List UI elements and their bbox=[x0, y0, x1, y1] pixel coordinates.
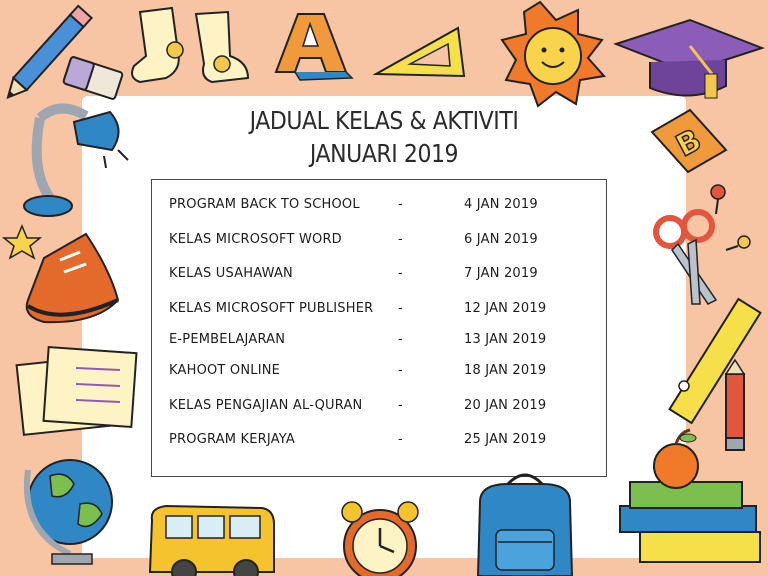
pushpin-icon bbox=[711, 185, 750, 250]
activity-date: 13 JAN 2019 bbox=[464, 332, 547, 347]
globe-icon bbox=[27, 460, 112, 564]
separator: - bbox=[398, 232, 403, 247]
backpack-icon bbox=[478, 475, 572, 576]
graduation-cap-icon bbox=[616, 20, 762, 98]
separator: - bbox=[398, 332, 403, 347]
activity-name: KELAS MICROSOFT WORD bbox=[169, 232, 342, 247]
title-line-2: JANUARI 2019 bbox=[309, 139, 459, 168]
activity-name: PROGRAM BACK TO SCHOOL bbox=[169, 197, 360, 212]
activity-date: 20 JAN 2019 bbox=[464, 398, 547, 413]
separator: - bbox=[398, 398, 403, 413]
eraser-icon bbox=[63, 56, 123, 99]
activity-name: KELAS MICROSOFT PUBLISHER bbox=[169, 301, 374, 316]
scissors-icon bbox=[656, 212, 716, 304]
letter-b-label: B bbox=[670, 122, 708, 165]
notepad-icon bbox=[17, 347, 137, 435]
activity-date: 25 JAN 2019 bbox=[464, 432, 547, 447]
socks-icon bbox=[132, 8, 248, 82]
separator: - bbox=[398, 363, 403, 378]
shoe-icon bbox=[27, 234, 118, 322]
activity-name: KELAS PENGAJIAN AL-QURAN bbox=[169, 398, 363, 413]
separator: - bbox=[398, 432, 403, 447]
activity-name: E-PEMBELAJARAN bbox=[169, 332, 286, 347]
activity-date: 18 JAN 2019 bbox=[464, 363, 547, 378]
star-icon bbox=[4, 226, 40, 258]
activity-date: 4 JAN 2019 bbox=[464, 197, 538, 212]
sun-icon bbox=[502, 2, 604, 106]
ruler-icon bbox=[670, 299, 761, 423]
activity-name: KAHOOT ONLINE bbox=[169, 363, 281, 378]
alarm-clock-icon bbox=[342, 502, 418, 576]
activity-name: PROGRAM KERJAYA bbox=[169, 432, 296, 447]
pencil-small-icon bbox=[726, 360, 744, 450]
school-bus-icon bbox=[150, 506, 274, 576]
separator: - bbox=[398, 266, 403, 281]
activity-date: 7 JAN 2019 bbox=[464, 266, 538, 281]
letter-a-icon bbox=[276, 14, 352, 80]
title-line-1: JADUAL KELAS & AKTIVITI bbox=[249, 106, 519, 135]
activity-date: 12 JAN 2019 bbox=[464, 301, 547, 316]
letter-b-icon bbox=[652, 110, 726, 172]
desk-lamp-icon bbox=[24, 108, 128, 216]
separator: - bbox=[398, 197, 403, 212]
triangle-ruler-icon bbox=[376, 28, 464, 76]
separator: - bbox=[398, 301, 403, 316]
activity-date: 6 JAN 2019 bbox=[464, 232, 538, 247]
activity-name: KELAS USAHAWAN bbox=[169, 266, 293, 281]
